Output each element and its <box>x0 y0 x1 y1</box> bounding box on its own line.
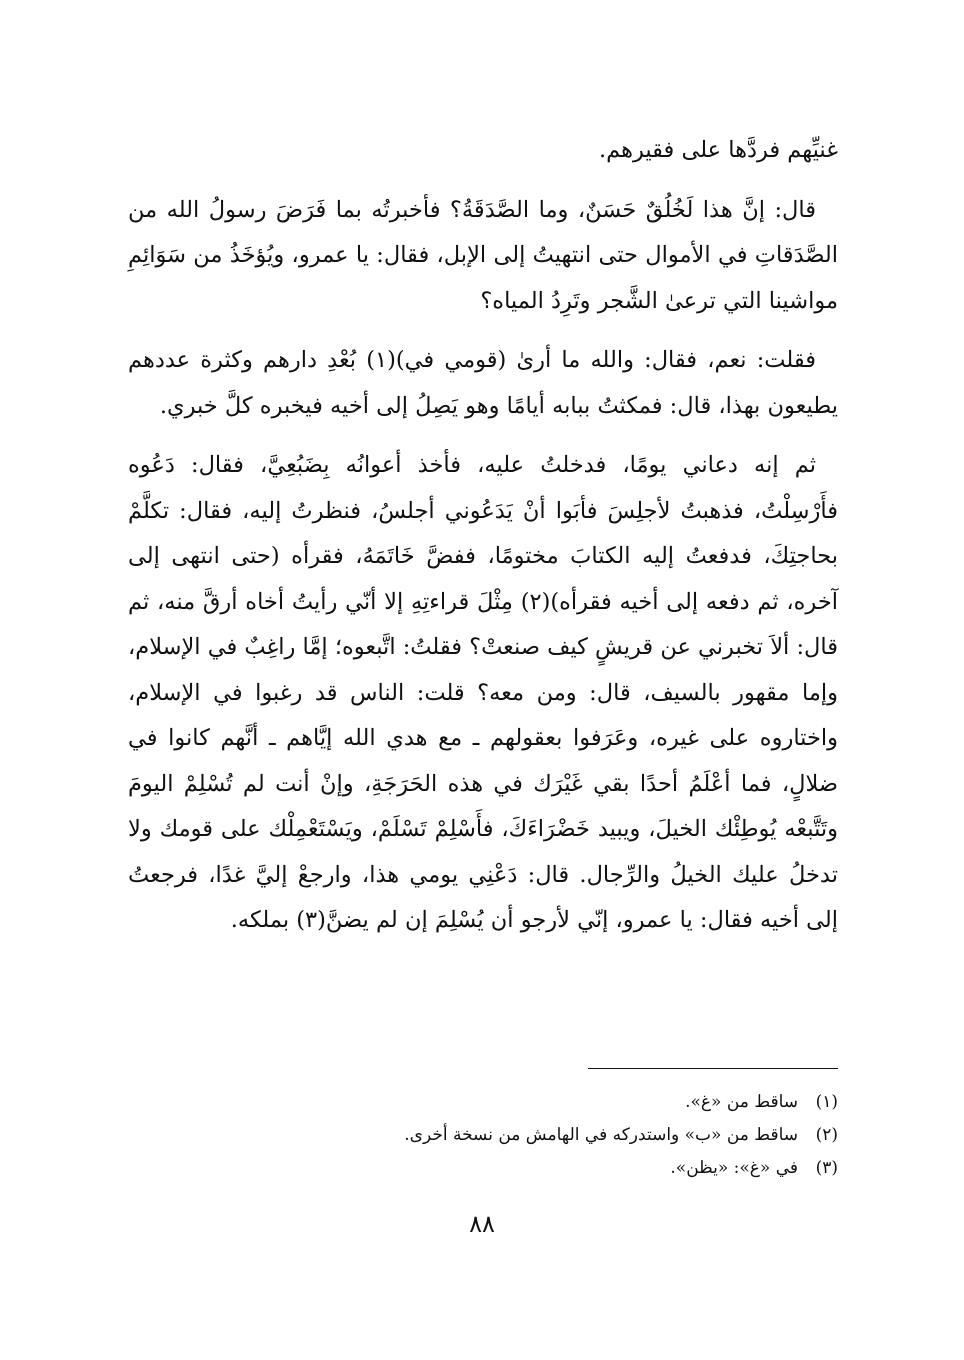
footnote-text: في «غ»: «يظن». <box>670 1158 798 1178</box>
paragraph-4: ثم إنه دعاني يومًا، فدخلتُ عليه، فأخذ أعوانُه بِضَبُعِيَّ، فقال: دَعُوه فأَرْسِلْتُ، فذهبتُ لأجلِسَ فأبَوا أنْ يَدَعُوني أجلسُ، فنظرتُ إليه، فقال: تكلَّمْ بحاجتِكَ، فدفعتُ إليه الكتابَ مختومًا، ففضَّ خَاتَمَهُ، فقرأه (حتى انتهى إلى آخره، ثم دفعه إلى أخيه فقرأه)(٢) مِثْلَ قراءتِهِ إلا أنّي رأيتُ أخاه أرقَّ منه، ثم قال: ألاَ تخبرني عن قريشٍ كيف صنعتْ؟ فقلتُ: اتَّبعوه؛ إمَّا راغِبٌ في الإسلام، وإما مقهور بالسيف، قال: ومن معه؟ قلت: الناس قد رغبوا في الإسلام، واختاروه على غيره، وعَرَفوا بعقولهم ـ مع هدي الله إيَّاهم ـ أنَّهم كانوا في ضلالٍ، فما أعْلَمُ أحدًا بقي غَيْرَك في هذه الحَرَجَةِ، وإنْ أنت لم تُسْلِمْ اليومَ وتَتَّبعْه يُوطِئْك الخيلَ، ويبيد خَضْرَاءَكَ، فأَسْلِمْ تَسْلَمْ، ويَسْتَعْمِلْك على قومك ولا تدخلُ عليك الخيلُ والرِّجال. قال: دَعْنِي يومي هذا، وارجعْ إليَّ غدًا، فرجعتُ إلى أخيه فقال: يا عمرو، إنّي لأرجو أن يُسْلِمَ إن لم يضنَّ(٣) بملكه. <box>128 452 838 933</box>
footnote-number: (٣) <box>815 1158 838 1178</box>
main-text <box>128 128 838 962</box>
footnote-2 <box>200 1119 838 1152</box>
footnote-3 <box>200 1152 838 1185</box>
footnotes <box>200 1086 838 1185</box>
footnote-1 <box>200 1086 838 1119</box>
footnote-number: (١) <box>815 1092 838 1112</box>
paragraph-2: قال: إنَّ هذا لَخُلُقٌ حَسَنٌ، وما الصَّدَقَةُ؟ فأخبرتُه بما فَرَضَ رسولُ الله من الصَّدَقاتِ في الأموال حتى انتهيتُ إلى الإبل، فقال: يا عمرو، ويُؤخَذُ من سَوَائِمِ مواشينا التي ترعىٰ الشَّجر وتَرِدُ المياه؟ <box>128 196 838 314</box>
footnote-text: ساقط من «غ». <box>685 1092 798 1112</box>
paragraph-1: غنيِّهم فردَّها على فقيرهم. <box>598 137 838 163</box>
paragraph-3: فقلت: نعم، فقال: والله ما أرىٰ (قومي في)(١) بُعْدِ دارهم وكثرة عددهم يطيعون بهذا، قال: فمكثتُ ببابه أيامًا وهو يَصِلُ إلى أخيه فيخبره كلَّ خبري. <box>128 347 838 419</box>
footnote-number: (٢) <box>815 1125 838 1145</box>
page-number: ٨٨ <box>469 1210 495 1238</box>
footnote-divider <box>588 1068 838 1069</box>
footnote-text: ساقط من «ب» واستدركه في الهامش من نسخة أخرى. <box>404 1125 798 1145</box>
